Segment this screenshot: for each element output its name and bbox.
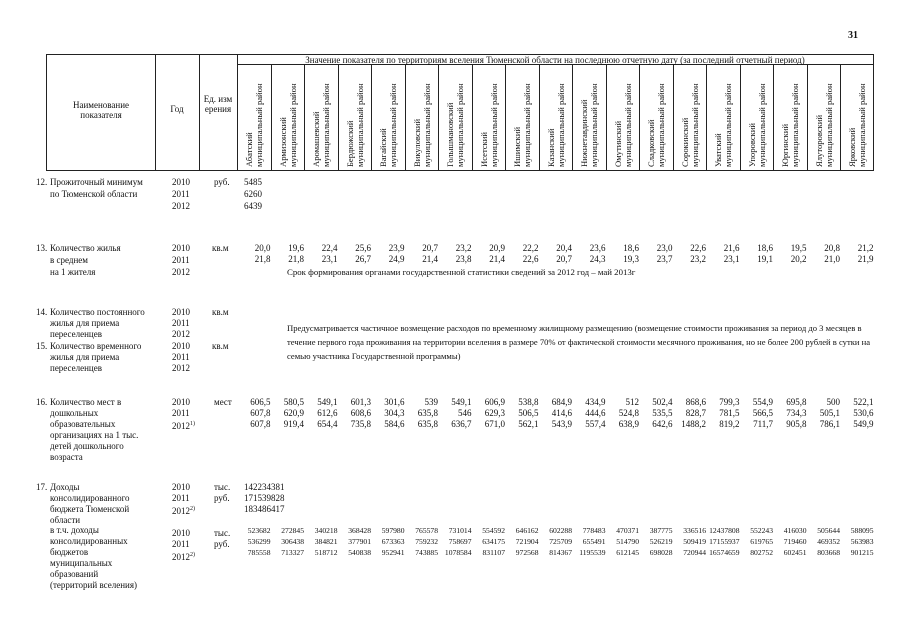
district-col-divider xyxy=(405,64,406,170)
row17-value-cell: 588095 xyxy=(850,526,874,535)
row15-year-3: 2012 xyxy=(172,363,190,373)
row14-name-2: жилья для приема xyxy=(50,318,120,328)
row17-value-cell: 785558 xyxy=(247,548,271,557)
row16-value-cell: 434,9 xyxy=(585,397,606,407)
row17-name-4: области xyxy=(50,515,81,525)
row17-value-cell: 12437808 xyxy=(709,526,740,535)
row17-num: 17. xyxy=(36,482,48,492)
row13-value-cell: 21,8 xyxy=(254,254,271,264)
row17-value-cell: 523682 xyxy=(247,526,271,535)
row16-value-cell: 549,1 xyxy=(451,397,472,407)
row16-value-cell: 524,8 xyxy=(618,408,639,418)
row16-value-cell: 607,8 xyxy=(250,419,271,429)
district-header-10: Казанский муниципальный район xyxy=(545,83,565,167)
row16-value-cell: 543,9 xyxy=(551,419,572,429)
row17-value-cell: 802752 xyxy=(750,548,773,557)
row16-value-cell: 642,6 xyxy=(652,419,673,429)
row13-value-cell: 19,1 xyxy=(757,254,773,264)
row16-num: 16. xyxy=(36,397,48,407)
row17-sub-name-5: образований xyxy=(50,569,99,579)
row16-value-cell: 444,6 xyxy=(585,408,606,418)
row15-name-1: Количество временного xyxy=(50,341,142,351)
district-header-17: Юргинский муниципальный район xyxy=(780,83,800,167)
row13-value-cell: 21,6 xyxy=(723,243,740,253)
row13-value-cell: 26,7 xyxy=(355,254,371,264)
district-col-divider xyxy=(639,64,640,170)
row16-value-cell: 304,3 xyxy=(384,408,405,418)
row17-year-3 xyxy=(172,503,195,517)
row16-value-cell: 919,4 xyxy=(283,419,304,429)
row17-value-cell: 387775 xyxy=(649,526,673,535)
row13-value-cell: 23,8 xyxy=(455,254,472,264)
row14-year-1: 2010 xyxy=(172,307,190,317)
row16-value-cell: 635,8 xyxy=(417,419,438,429)
row17-total-2012: 183486417 xyxy=(244,504,285,514)
row14-name-3: переселенцев xyxy=(50,329,102,339)
row16-name-4: организациях на 1 тыс. xyxy=(50,430,139,440)
row15-year-2: 2011 xyxy=(172,352,190,362)
row15-name-2: жилья для приема xyxy=(50,352,120,362)
row17-value-cell: 554592 xyxy=(482,526,505,535)
row17-value-cell: 901215 xyxy=(850,548,874,557)
row16-year-2: 2011 xyxy=(172,408,190,418)
row16-value-cell: 636,7 xyxy=(451,419,472,429)
row17-value-cell: 719460 xyxy=(783,537,807,546)
district-col-divider xyxy=(338,64,339,170)
district-header-16: Упоровский муниципальный район xyxy=(746,83,766,167)
district-col-divider xyxy=(505,64,506,170)
row17-sub-unit-1: тыс. xyxy=(214,528,231,538)
row16-name-6: возраста xyxy=(50,452,83,462)
row17-value-cell: 725709 xyxy=(549,537,572,546)
row16-year-3 xyxy=(172,418,195,432)
row13-value-cell: 22,6 xyxy=(690,243,706,253)
row13-value-cell: 20,8 xyxy=(824,243,840,253)
row17-value-cell: 518712 xyxy=(314,548,338,557)
row16-name-3: образовательных xyxy=(50,419,116,429)
row16-value-cell: 549,9 xyxy=(853,419,874,429)
row13-value-cell: 23,1 xyxy=(723,254,740,264)
row16-value-cell: 506,5 xyxy=(518,408,539,418)
row16-year-1: 2010 xyxy=(172,397,190,407)
row17-value-cell: 16574659 xyxy=(709,548,740,557)
row17-value-cell: 306438 xyxy=(281,537,304,546)
row17-value-cell: 655491 xyxy=(582,537,606,546)
row16-year-3-text: 2012 xyxy=(172,421,190,431)
row12-total-2011: 6260 xyxy=(244,189,262,199)
header-name-col: Наименование показателя xyxy=(72,100,130,120)
district-col-divider xyxy=(807,64,808,170)
row13-value-cell: 23,2 xyxy=(690,254,706,264)
row17-sub-name-3: бюджетов xyxy=(50,547,89,557)
row16-value-cell: 414,6 xyxy=(551,408,572,418)
row17-footnote: 2) xyxy=(190,506,195,512)
row16-value-cell: 786,1 xyxy=(819,419,840,429)
row17-name-2: консолидированного xyxy=(50,493,130,503)
row17-value-cell: 731014 xyxy=(448,526,472,535)
district-header-11: Нижнетавдинский муниципальный район xyxy=(579,83,599,167)
district-col-divider xyxy=(438,64,439,170)
district-header-4: Бердюжский муниципальный район xyxy=(344,83,364,167)
district-col-divider xyxy=(472,64,473,170)
district-col-divider xyxy=(304,64,305,170)
row17-value-cell: 1195539 xyxy=(579,548,606,557)
row17-year-2: 2011 xyxy=(172,493,190,503)
district-header-15: Уватский муниципальный район xyxy=(713,83,733,167)
row17-value-cell: 721904 xyxy=(515,537,539,546)
row17-total-2010: 142234381 xyxy=(244,482,285,492)
row13-value-cell: 23,9 xyxy=(388,243,405,253)
district-header-7: Голышмановский муниципальный район xyxy=(445,83,465,167)
row16-value-cell: 505,1 xyxy=(819,408,840,418)
row17-value-cell: 540838 xyxy=(348,548,371,557)
row16-value-cell: 566,5 xyxy=(752,408,773,418)
row17-value-cell: 602288 xyxy=(549,526,572,535)
row17-sub-year-1: 2010 xyxy=(172,528,190,538)
district-header-1: Абатский муниципальный район xyxy=(244,83,264,167)
row15-num: 15. xyxy=(36,341,48,351)
district-header-8: Исетский муниципальный район xyxy=(478,83,498,167)
row13-value-cell: 22,6 xyxy=(522,254,539,264)
row17-value-cell: 713327 xyxy=(281,548,304,557)
row17-value-cell: 803668 xyxy=(817,548,840,557)
district-col-divider xyxy=(740,64,741,170)
row13-value-cell: 23,7 xyxy=(656,254,673,264)
row17-value-cell: 526219 xyxy=(649,537,673,546)
row16-value-cell: 711,7 xyxy=(753,419,773,429)
row13-year-1: 2010 xyxy=(172,243,190,253)
row16-value-cell: 539 xyxy=(424,397,438,407)
row17-value-cell: 720944 xyxy=(683,548,706,557)
header-unit-col: Ед. измерения xyxy=(203,94,233,114)
row16-name-2: дошкольных xyxy=(50,408,99,418)
district-col-divider xyxy=(706,64,707,170)
row16-value-cell: 734,3 xyxy=(786,408,807,418)
row17-sub-name-1: в т.ч. доходы xyxy=(50,525,99,535)
row16-value-cell: 671,0 xyxy=(484,419,505,429)
district-col-divider xyxy=(673,64,674,170)
row17-unit-1: тыс. xyxy=(214,482,231,492)
row13-year-2: 2011 xyxy=(172,255,190,265)
row17-value-cell: 368428 xyxy=(348,526,371,535)
row17-value-cell: 384821 xyxy=(314,537,338,546)
row16-value-cell: 828,7 xyxy=(685,408,706,418)
row13-value-cell: 24,9 xyxy=(388,254,405,264)
row16-value-cell: 538,8 xyxy=(518,397,539,407)
row17-value-cell: 619765 xyxy=(750,537,773,546)
district-col-divider xyxy=(840,64,841,170)
row15-year-1: 2010 xyxy=(172,341,190,351)
row14-unit: кв.м xyxy=(212,307,229,317)
row13-value-cell: 20,7 xyxy=(556,254,572,264)
row17-value-cell: 1078584 xyxy=(444,548,472,557)
row13-value-cell: 21,0 xyxy=(824,254,840,264)
row16-value-cell: 695,8 xyxy=(786,397,807,407)
row17-value-cell: 612145 xyxy=(616,548,639,557)
district-header-5: Вагайский муниципальный район xyxy=(378,83,398,167)
district-col-divider xyxy=(773,64,774,170)
row13-value-cell: 21,8 xyxy=(288,254,304,264)
row17-value-cell: 17155937 xyxy=(709,537,740,546)
row13-year-3: 2012 xyxy=(172,267,190,277)
district-header-12: Омутинский муниципальный район xyxy=(612,83,632,167)
row16-value-cell: 557,4 xyxy=(585,419,606,429)
row16-value-cell: 512 xyxy=(625,397,639,407)
row16-name-5: детей дошкольного xyxy=(50,441,124,451)
row17-value-cell: 952941 xyxy=(381,548,405,557)
row17-sub-year-3-text: 2012 xyxy=(172,552,190,562)
row16-value-cell: 819,2 xyxy=(719,419,740,429)
row15-note: Предусматривается частичное возмещение расходов по временному жилищному размещению (возмещение стоимости проживания за период до 3 месяцев в течение первого года проживания на территории вселения в размере 70% от фактической стоимости месячного проживания, но не более 200 рублей в сутки на семью участника Государственной программы) xyxy=(287,323,871,361)
row17-sub-name-6: (территорий вселения) xyxy=(50,580,137,590)
row16-value-cell: 546 xyxy=(458,408,472,418)
row16-value-cell: 562,1 xyxy=(518,419,539,429)
row13-value-cell: 21,4 xyxy=(422,254,438,264)
row16-value-cell: 654,4 xyxy=(317,419,338,429)
row13-value-cell: 21,2 xyxy=(857,243,874,253)
row13-value-cell: 21,9 xyxy=(857,254,874,264)
row13-value-cell: 18,6 xyxy=(757,243,773,253)
row17-value-cell: 698028 xyxy=(649,548,673,557)
row17-value-cell: 563983 xyxy=(850,537,874,546)
row16-value-cell: 522,1 xyxy=(853,397,874,407)
row16-value-cell: 638,9 xyxy=(618,419,639,429)
district-col-divider xyxy=(371,64,372,170)
row12-name-1: Прожиточный минимум xyxy=(50,177,143,187)
row16-value-cell: 301,6 xyxy=(384,397,405,407)
row16-value-cell: 500 xyxy=(826,397,840,407)
row17-value-cell: 778483 xyxy=(582,526,606,535)
row17-value-cell: 759232 xyxy=(415,537,438,546)
row17-value-cell: 972568 xyxy=(515,548,539,557)
district-col-divider xyxy=(606,64,607,170)
row17-value-cell: 336516 xyxy=(683,526,706,535)
row17-value-cell: 514790 xyxy=(616,537,639,546)
row15-unit: кв.м xyxy=(212,341,229,351)
row17-sub-year-3 xyxy=(172,549,195,563)
row13-value-cell: 23,6 xyxy=(589,243,606,253)
row13-value-cell: 20,4 xyxy=(556,243,572,253)
row17-value-cell: 552243 xyxy=(750,526,773,535)
row17-total-2011: 171539828 xyxy=(244,493,285,503)
header-year-col: Год xyxy=(170,104,184,114)
row13-num: 13. xyxy=(36,243,48,253)
row12-num: 12. xyxy=(36,177,48,187)
district-header-3: Аромашевский муниципальный район xyxy=(311,83,331,167)
district-col-divider xyxy=(539,64,540,170)
district-col-divider xyxy=(572,64,573,170)
row17-value-cell: 377901 xyxy=(348,537,371,546)
row12-year-3: 2012 xyxy=(172,201,190,211)
col-divider-year xyxy=(155,54,156,170)
row13-value-cell: 21,4 xyxy=(489,254,505,264)
row13-name-2: в среднем xyxy=(50,255,88,265)
table-left-border xyxy=(46,54,47,170)
row16-value-cell: 868,6 xyxy=(685,397,706,407)
col-divider-unit xyxy=(199,54,200,170)
row13-value-cell: 22,4 xyxy=(321,243,338,253)
row13-value-cell: 19,6 xyxy=(288,243,304,253)
district-header-14: Сорокинский муниципальный район xyxy=(679,83,699,167)
district-header-13: Сладковский муниципальный район xyxy=(646,83,666,167)
row12-total-2010: 5485 xyxy=(244,177,262,187)
row13-name-1: Количество жилья xyxy=(50,243,121,253)
row17-sub-name-4: муниципальных xyxy=(50,558,113,568)
row12-unit: руб. xyxy=(214,177,230,187)
row12-year-1: 2010 xyxy=(172,177,190,187)
row17-sub-footnote: 2) xyxy=(190,552,195,558)
row17-value-cell: 536299 xyxy=(247,537,271,546)
row13-value-cell: 18,6 xyxy=(623,243,639,253)
row16-value-cell: 530,6 xyxy=(853,408,874,418)
row16-value-cell: 535,5 xyxy=(652,408,673,418)
row16-value-cell: 612,6 xyxy=(317,408,338,418)
row14-num: 14. xyxy=(36,307,48,317)
row15-name-3: переселенцев xyxy=(50,363,102,373)
row16-value-cell: 735,8 xyxy=(350,419,371,429)
row16-value-cell: 781,5 xyxy=(719,408,740,418)
row13-unit: кв.м xyxy=(212,243,229,253)
header-values-title: Значение показателя по территориям вселения Тюменской области на последнюю отчетную дату (за последний отчетный период) xyxy=(305,55,805,65)
col-divider-values xyxy=(237,54,238,170)
row13-value-cell: 22,2 xyxy=(522,243,539,253)
row17-sub-name-2: консолидированных xyxy=(50,536,128,546)
row13-value-cell: 20,7 xyxy=(422,243,438,253)
row16-value-cell: 584,6 xyxy=(384,419,405,429)
row16-value-cell: 620,9 xyxy=(283,408,304,418)
district-header-2: Армизонский муниципальный район xyxy=(277,83,297,167)
row16-value-cell: 629,3 xyxy=(484,408,505,418)
row17-unit-2: руб. xyxy=(214,493,230,503)
row17-value-cell: 602451 xyxy=(783,548,807,557)
row17-value-cell: 272845 xyxy=(281,526,304,535)
row17-sub-year-2: 2011 xyxy=(172,539,190,549)
row12-year-2: 2011 xyxy=(172,189,190,199)
row16-value-cell: 608,6 xyxy=(350,408,371,418)
row17-value-cell: 765578 xyxy=(415,526,438,535)
row16-value-cell: 607,8 xyxy=(250,408,271,418)
row13-value-cell: 25,6 xyxy=(355,243,371,253)
page-number: 31 xyxy=(848,30,858,41)
district-header-6: Викуловский муниципальный район xyxy=(411,83,431,167)
row17-value-cell: 831107 xyxy=(482,548,505,557)
row16-value-cell: 684,9 xyxy=(551,397,572,407)
row16-value-cell: 799,3 xyxy=(719,397,740,407)
row13-value-cell: 20,2 xyxy=(790,254,807,264)
district-header-19: Ярковский муниципальный район xyxy=(847,83,867,167)
row14-year-2: 2011 xyxy=(172,318,190,328)
row13-note: Срок формирования органами государственной статистики сведений за 2012 год – май 2013г xyxy=(287,267,636,277)
row17-value-cell: 416030 xyxy=(783,526,807,535)
row13-name-3: на 1 жителя xyxy=(50,267,96,277)
row17-value-cell: 743885 xyxy=(415,548,438,557)
row16-name-1: Количество мест в xyxy=(50,397,122,407)
row16-footnote: 1) xyxy=(190,421,195,427)
row13-value-cell: 23,1 xyxy=(321,254,338,264)
district-header-18: Ялуторовский муниципальный район xyxy=(813,83,833,167)
row16-unit: мест xyxy=(214,397,232,407)
table-right-border xyxy=(873,54,874,170)
row17-name-1: Доходы xyxy=(50,482,80,492)
row13-value-cell: 24,3 xyxy=(589,254,606,264)
row12-name-2: по Тюменской области xyxy=(50,189,138,199)
row17-value-cell: 597980 xyxy=(381,526,405,535)
row17-value-cell: 340218 xyxy=(314,526,338,535)
row16-value-cell: 905,8 xyxy=(786,419,807,429)
row13-value-cell: 23,0 xyxy=(656,243,673,253)
row17-value-cell: 646162 xyxy=(515,526,539,535)
row17-year-1: 2010 xyxy=(172,482,190,492)
row13-value-cell: 19,5 xyxy=(790,243,807,253)
row14-year-3: 2012 xyxy=(172,329,190,339)
district-col-divider xyxy=(271,64,272,170)
row12-total-2012: 6439 xyxy=(244,201,262,211)
row16-value-cell: 554,9 xyxy=(752,397,773,407)
row13-value-cell: 20,9 xyxy=(489,243,505,253)
row17-value-cell: 469352 xyxy=(817,537,840,546)
row17-value-cell: 758697 xyxy=(448,537,472,546)
row17-sub-unit-2: руб. xyxy=(214,539,230,549)
row17-value-cell: 673363 xyxy=(381,537,405,546)
row16-value-cell: 502,4 xyxy=(652,397,673,407)
row16-value-cell: 635,8 xyxy=(417,408,438,418)
row13-value-cell: 23,2 xyxy=(455,243,472,253)
row16-value-cell: 549,1 xyxy=(317,397,338,407)
row16-value-cell: 606,5 xyxy=(250,397,271,407)
row16-value-cell: 601,3 xyxy=(350,397,371,407)
row17-value-cell: 814367 xyxy=(549,548,572,557)
row17-year-3-text: 2012 xyxy=(172,506,190,516)
row17-name-3: бюджета Тюменской xyxy=(50,504,130,514)
header-bottom-border xyxy=(46,170,874,171)
row16-value-cell: 606,9 xyxy=(484,397,505,407)
row17-value-cell: 470371 xyxy=(616,526,639,535)
row16-value-cell: 1488,2 xyxy=(681,419,706,429)
row13-value-cell: 19,3 xyxy=(623,254,639,264)
row13-value-cell: 20,0 xyxy=(254,243,271,253)
row17-value-cell: 505644 xyxy=(817,526,840,535)
district-header-9: Ишимский муниципальный район xyxy=(512,83,532,167)
row17-value-cell: 634175 xyxy=(482,537,505,546)
row16-value-cell: 580,5 xyxy=(283,397,304,407)
row14-name-1: Количество постоянного xyxy=(50,307,145,317)
row17-value-cell: 509419 xyxy=(683,537,706,546)
